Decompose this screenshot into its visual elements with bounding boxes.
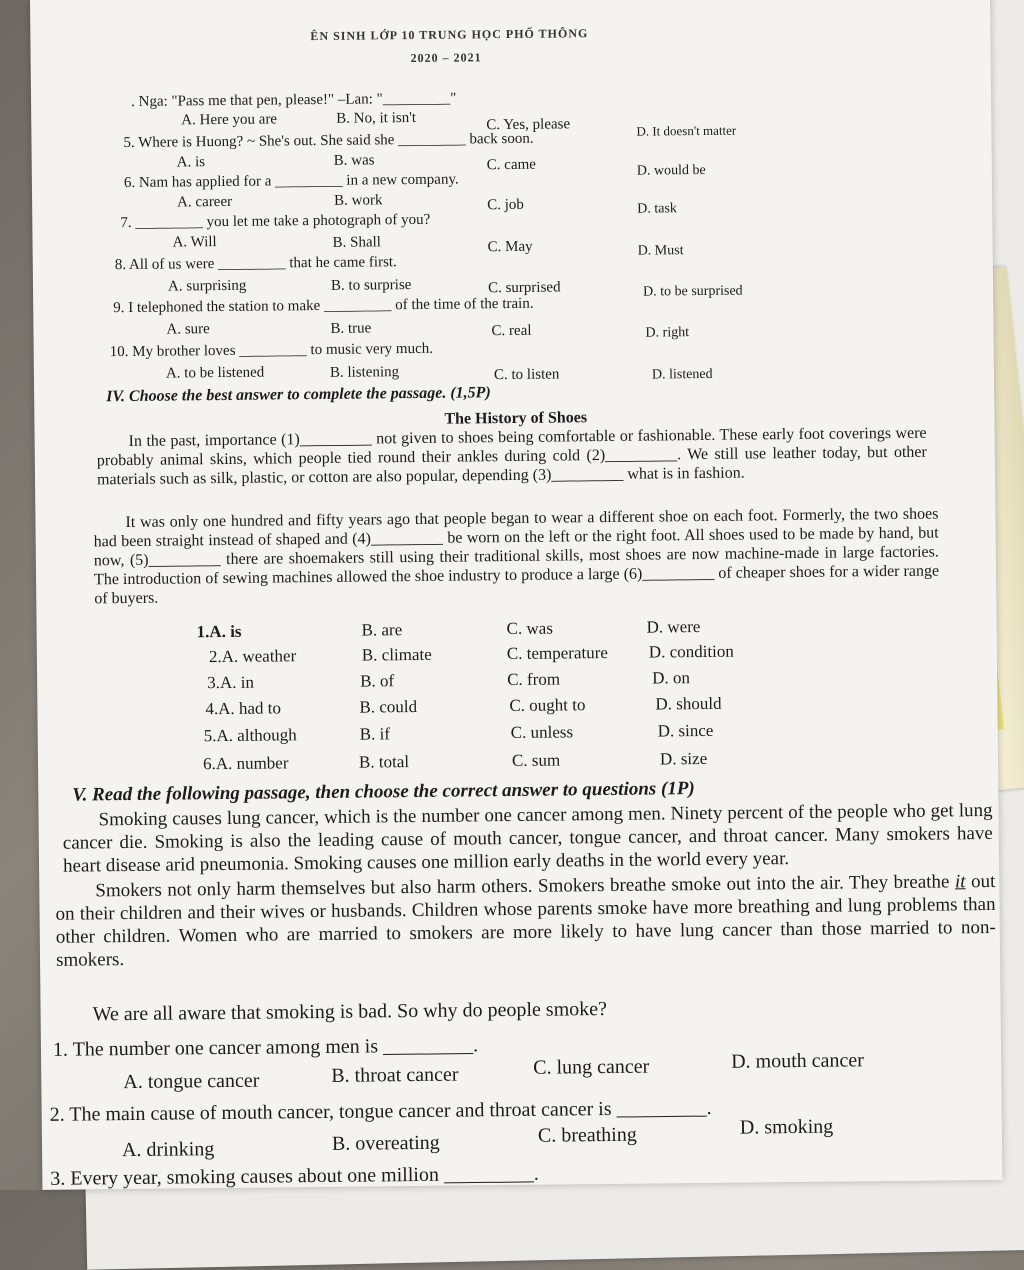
question-stem: 5. Where is Huong? ~ She's out. She said she _________ back soon. <box>123 130 534 152</box>
header-title: ÊN SINH LỚP 10 TRUNG HỌC PHỔ THÔNG <box>310 26 589 44</box>
answer-option[interactable]: 1.A. is <box>196 621 242 642</box>
answer-option[interactable]: B. true <box>330 320 372 337</box>
answer-option[interactable]: B. to surprise <box>330 277 412 294</box>
answer-option[interactable]: C. surprised <box>487 279 561 297</box>
answer-option[interactable]: D. task <box>637 201 677 217</box>
answer-option[interactable]: A. is <box>176 154 206 171</box>
answer-option[interactable]: B. total <box>358 752 410 772</box>
passage-title: The History of Shoes <box>444 409 588 428</box>
paragraph-text: out on their children and their wives or husbands. Children whose parents smoke have more breathing and lung problems than other children. Women who are married to smokers are more likely to have lung cancer than those married to non- smokers. <box>55 870 996 971</box>
answer-option[interactable]: C. unless <box>510 722 574 743</box>
answer-option[interactable]: C. May <box>487 238 533 256</box>
answer-option[interactable]: B. overeating <box>331 1131 440 1155</box>
passage-paragraph: Smoking causes lung cancer, which is the number one cancer among men. Ninety percent of the people who get lung cancer die. Smoking is also the leading cause of mouth cancer, tongue cancer, and throat cancer. Many smokers have heart disease arid pneumonia. Smoking causes one million early deaths in the world every year. <box>62 799 993 877</box>
answer-option[interactable]: 4.A. had to <box>205 698 282 719</box>
question-stem: 9. I telephoned the station to make _________ of the time of the train. <box>113 295 534 317</box>
answer-option[interactable]: D. mouth cancer <box>731 1049 864 1073</box>
passage-paragraph: In the past, importance (1)_________ not given to shoes being comfortable or fashionable. These early foot coverings were probably animal skins, which people tied round their ankles during cold (2)_________. We still use leather today, but other materials such as silk, plastic, or cotton are also popular, depending (3)_________ what is in fashion. <box>96 424 927 489</box>
answer-option[interactable]: C. to listen <box>493 366 560 384</box>
answer-option[interactable]: A. to be listened <box>165 364 265 382</box>
question-stem: 2. The main cause of mouth cancer, tongue cancer and throat cancer is _________. <box>49 1096 712 1126</box>
answer-option[interactable]: A. drinking <box>121 1138 215 1162</box>
answer-option[interactable]: D. smoking <box>739 1115 834 1139</box>
answer-option[interactable]: A. surprising <box>167 277 247 295</box>
answer-option[interactable]: D. were <box>646 617 701 637</box>
answer-option[interactable]: B. of <box>360 671 395 691</box>
answer-option[interactable]: B. climate <box>361 644 432 665</box>
header-year: 2020 – 2021 <box>410 50 482 66</box>
passage-paragraph <box>55 870 996 972</box>
answer-option[interactable]: 2.A. weather <box>208 646 297 667</box>
answer-option[interactable]: B. No, it isn't <box>336 109 417 127</box>
answer-option[interactable]: A. Will <box>172 234 217 251</box>
answer-option[interactable]: A. tongue cancer <box>123 1069 260 1094</box>
answer-option[interactable]: D. It doesn't matter <box>636 122 737 139</box>
question-stem: 6. Nam has applied for a _________ in a new company. <box>123 171 459 192</box>
answer-option[interactable]: D. since <box>657 720 714 741</box>
question-stem: 1. The number one cancer among men is _________. <box>52 1034 479 1061</box>
exam-page <box>30 0 1002 1190</box>
answer-option[interactable]: 6.A. number <box>202 753 289 774</box>
answer-option[interactable]: D. should <box>655 693 722 714</box>
answer-option[interactable]: B. are <box>361 620 403 640</box>
answer-option[interactable]: C. Yes, please <box>486 116 571 134</box>
answer-option[interactable]: A. Here you are <box>181 111 278 129</box>
underlined-word: it <box>954 871 966 893</box>
answer-option[interactable]: B. listening <box>329 364 400 381</box>
answer-option[interactable]: B. work <box>334 192 383 209</box>
answer-option[interactable]: C. sum <box>511 750 561 770</box>
answer-option[interactable]: A. career <box>177 193 233 211</box>
answer-option[interactable]: C. came <box>486 156 536 174</box>
question-stem: . Nga: "Pass me that pen, please!" –Lan: "_________" <box>130 90 457 110</box>
answer-option[interactable]: A. sure <box>166 321 210 338</box>
answer-option[interactable]: D. size <box>659 748 708 769</box>
answer-option[interactable]: B. Shall <box>332 234 381 251</box>
answer-option[interactable]: C. from <box>507 669 561 690</box>
answer-option[interactable]: 3.A. in <box>207 672 255 693</box>
passage-paragraph: It was only one hundred and fifty years ago that people began to wear a different shoe on each foot. Formerly, the two shoes had been straight instead of shaped and (4)_________ be worn on the left or the right foot. All shoes used to be made by hand, but now, (5)_________ there are shoemakers still using their traditional skills, most shoes are now machine-made in large factories. The introduction of sewing machines allowed the shoe industry to produce a large (6)_________ of cheaper shoes for a wider range of buyers. <box>93 505 940 608</box>
answer-option[interactable]: D. to be surprised <box>643 283 743 300</box>
answer-option[interactable]: D. condition <box>648 641 734 662</box>
answer-option[interactable]: C. job <box>487 196 524 214</box>
answer-option[interactable]: D. listened <box>651 366 713 383</box>
answer-option[interactable]: D. right <box>645 325 690 341</box>
section-heading: IV. Choose the best answer to complete the passage. (1,5P) <box>106 384 491 406</box>
answer-option[interactable]: 5.A. although <box>203 725 297 746</box>
question-stem: 10. My brother loves _________ to music very much. <box>109 340 434 361</box>
answer-option[interactable]: C. temperature <box>506 642 608 664</box>
answer-option[interactable]: C. real <box>491 322 532 340</box>
answer-option[interactable]: C. breathing <box>537 1123 637 1147</box>
answer-option[interactable]: B. if <box>359 724 391 744</box>
question-stem: 8. All of us were _________ that he came first. <box>114 254 397 274</box>
answer-option[interactable]: B. throat cancer <box>331 1063 459 1087</box>
paragraph-text: Smokers not only harm themselves but also harm others. Smokers breathe smoke out into the air. They breathe <box>95 871 956 902</box>
question-stem: 7. _________ you let me take a photograph of you? <box>120 211 431 232</box>
answer-option[interactable]: C. was <box>506 618 553 639</box>
passage-paragraph: We are all aware that smoking is bad. So why do people smoke? <box>92 998 608 1026</box>
answer-option[interactable]: B. could <box>359 696 418 717</box>
answer-option[interactable]: C. lung cancer <box>533 1055 650 1079</box>
answer-option[interactable]: D. on <box>652 668 691 688</box>
answer-option[interactable]: D. Must <box>637 243 684 259</box>
answer-option[interactable]: C. ought to <box>509 695 586 716</box>
answer-option[interactable]: D. would be <box>636 162 706 179</box>
question-stem: 3. Every year, smoking causes about one million _________. <box>50 1162 539 1190</box>
section-heading: V. Read the following passage, then choose the correct answer to questions (1P) <box>72 778 695 806</box>
answer-option[interactable]: B. was <box>333 152 375 169</box>
